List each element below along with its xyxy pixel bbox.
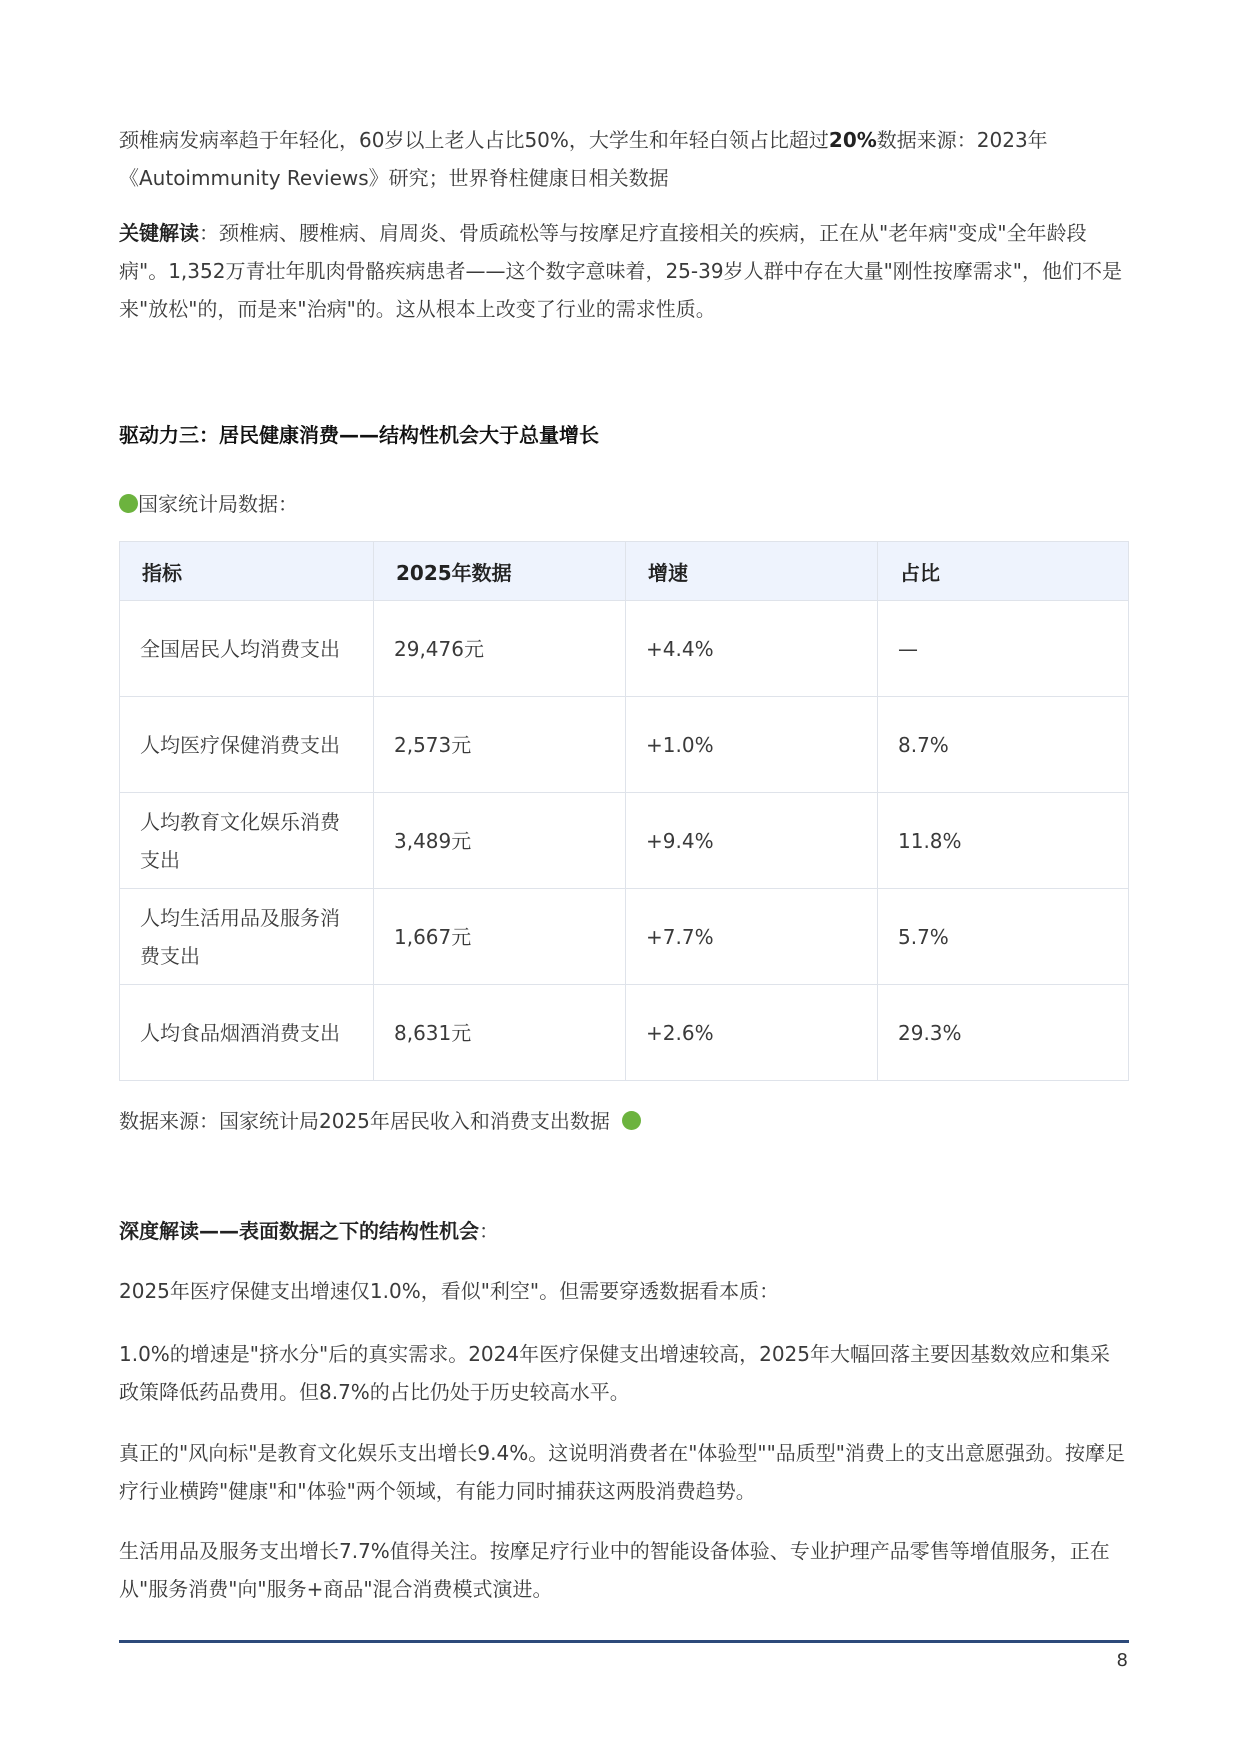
cell-growth: +7.7% [626,889,878,985]
deep-paragraph-2: 1.0%的增速是"挤水分"后的真实需求。2024年医疗保健支出增速较高，2025年大幅回落主要因基数效应和集采政策降低药品费用。但8.7%的占比仍处于历史较高水平。 [119,1342,1111,1404]
cell-share: 5.7% [878,889,1129,985]
deep-heading [119,1212,1129,1250]
green-dot-icon [622,1111,641,1130]
cell-growth: +4.4% [626,601,878,697]
footer-rule [119,1640,1129,1643]
table-row [120,985,1129,1081]
intro-source: 数据来源：2023年《Autoimmunity Reviews》研究；世界脊柱健康日相关数据 [119,128,1048,190]
green-dot-icon [119,494,138,513]
table-row [120,889,1129,985]
intro-text: 颈椎病发病率趋于年轻化，60岁以上老人占比50%，大学生和年轻白领占比超过 [119,128,829,152]
stats-label-line [119,485,1129,523]
cell-growth: +1.0% [626,697,878,793]
cell-share: 29.3% [878,985,1129,1081]
header-growth: 增速 [626,542,878,601]
consumption-table [119,541,1129,1081]
cell-growth: +2.6% [626,985,878,1081]
cell-share: 11.8% [878,793,1129,889]
source-note-line [119,1102,1129,1140]
header-2025-data: 2025年数据 [374,542,626,601]
deep-heading-text: 深度解读——表面数据之下的结构性机会 [119,1219,479,1243]
deep-paragraph-1: 2025年医疗保健支出增速仅1.0%，看似"利空"。但需要穿透数据看本质： [119,1279,780,1303]
header-share: 占比 [878,542,1129,601]
table-header-row [120,542,1129,601]
deep-heading-colon: ： [479,1219,499,1243]
stats-label: 国家统计局数据： [138,492,298,516]
cell-share: 8.7% [878,697,1129,793]
cell-value: 8,631元 [374,985,626,1081]
cell-value: 2,573元 [374,697,626,793]
cell-value: 1,667元 [374,889,626,985]
cell-indicator: 人均医疗保健消费支出 [120,697,374,793]
table-row [120,793,1129,889]
intro-bold-percent: 20% [828,128,877,152]
cell-value: 3,489元 [374,793,626,889]
table-row [120,697,1129,793]
source-note: 数据来源：国家统计局2025年居民收入和消费支出数据 [119,1109,610,1133]
header-indicator: 指标 [120,542,374,601]
key-insight-label: 关键解读 [119,221,199,245]
section-heading: 驱动力三：居民健康消费——结构性机会大于总量增长 [119,423,599,447]
deep-paragraph-4: 生活用品及服务支出增长7.7%值得关注。按摩足疗行业中的智能设备体验、专业护理产品零售等增值服务，正在从"服务消费"向"服务+商品"混合消费模式演进。 [119,1539,1110,1601]
cell-indicator: 人均生活用品及服务消费支出 [120,889,374,985]
page-number: 8 [1116,1650,1128,1671]
key-insight-paragraph [119,214,1129,328]
cell-indicator: 人均食品烟酒消费支出 [120,985,374,1081]
table-row [120,601,1129,697]
deep-paragraph-3: 真正的"风向标"是教育文化娱乐支出增长9.4%。这说明消费者在"体验型""品质型"消费上的支出意愿强劲。按摩足疗行业横跨"健康"和"体验"两个领域，有能力同时捕获这两股消费趋势。 [119,1441,1126,1503]
cell-indicator: 人均教育文化娱乐消费支出 [120,793,374,889]
cell-share: — [878,601,1129,697]
cell-growth: +9.4% [626,793,878,889]
intro-paragraph [119,121,1129,197]
cell-value: 29,476元 [374,601,626,697]
key-insight-text: ：颈椎病、腰椎病、肩周炎、骨质疏松等与按摩足疗直接相关的疾病，正在从"老年病"变成"全年龄段病"。1,352万青壮年肌肉骨骼疾病患者——这个数字意味着，25-39岁人群中存在大量"刚性按摩需求"，他们不是来"放松"的，而是来"治病"的。这从根本上改变了行业的需求性质。 [119,221,1122,321]
cell-indicator: 全国居民人均消费支出 [120,601,374,697]
